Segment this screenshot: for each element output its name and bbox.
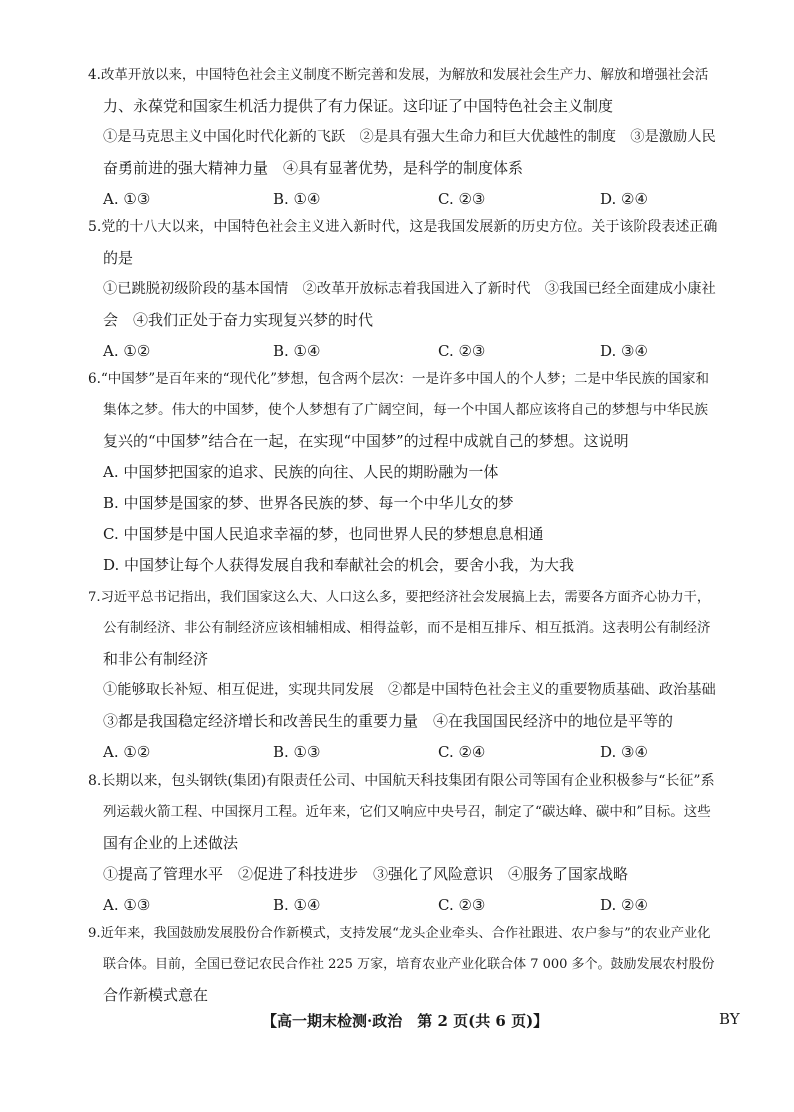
- option-a: A. ①②: [103, 743, 151, 761]
- question-5: [88, 212, 718, 367]
- question-stem-line: 4.改革开放以来，中国特色社会主义制度不断完善和发展，为解放和发展社会生产力、解放和增强社会活: [88, 67, 709, 83]
- option-d: D. ②④: [600, 896, 648, 914]
- statement-line: ③都是我国稳定经济增长和改善民生的重要力量 ④在我国国民经济中的地位是平等的: [103, 712, 674, 730]
- option-d: D. ②④: [600, 190, 648, 208]
- question-stem-line: 合作新模式意在: [103, 986, 209, 1004]
- question-4: [88, 60, 718, 215]
- question-stem-line: 8.长期以来，包头钢铁(集团)有限责任公司、中国航天科技集团有限公司等国有企业积极参与“长征”系: [88, 773, 715, 789]
- option-a: A. ①②: [103, 342, 151, 360]
- statement-line: ①是马克思主义中国化时代化新的飞跃 ②是具有强大生命力和巨大优越性的制度 ③是激励人民: [103, 129, 716, 145]
- statement-line: ①提高了管理水平 ②促进了科技进步 ③强化了风险意识 ④服务了国家战略: [103, 865, 629, 883]
- footer-code: BY: [719, 1010, 740, 1028]
- option-d: D. ③④: [600, 743, 648, 761]
- question-stem-line: 9.近年来，我国鼓励发展股份合作新模式，支持发展“龙头企业牵头、合作社跟进、农户参与”的农业产业化: [88, 926, 711, 941]
- option-c: C. ②③: [438, 896, 486, 914]
- answer-options: [88, 890, 718, 921]
- option-b: B. ①④: [273, 342, 321, 360]
- option-b: B. ①④: [273, 896, 321, 914]
- question-9: [88, 918, 718, 1011]
- option-a: A. ①③: [103, 190, 151, 208]
- question-stem-line: 7.习近平总书记指出，我们国家这么大、人口这么多，要把经济社会发展搞上去，需要各方面齐心协力干，: [88, 590, 711, 605]
- option-c: C. 中国梦是中国人民追求幸福的梦，也同世界人民的梦想息息相通: [103, 525, 544, 543]
- question-stem-line: 联合体。目前，全国已登记农民合作社 225 万家，培育农业产业化联合体 7 000 多个。鼓励发展农村股份: [103, 957, 715, 972]
- answer-options: [88, 184, 718, 215]
- question-stem-line: 5.党的十八大以来，中国特色社会主义进入新时代，这是我国发展新的历史方位。关于该阶段表述正确: [88, 219, 718, 235]
- footer-page-info: 【高一期末检测·政治 第 2 页(共 6 页)】: [262, 1012, 549, 1030]
- option-b: B. 中国梦是国家的梦、世界各民族的梦、每一个中华儿女的梦: [103, 494, 514, 512]
- statement-line: ①已跳脱初级阶段的基本国情 ②改革开放标志着我国进入了新时代 ③我国已经全面建成小康社: [103, 281, 716, 297]
- answer-options: [88, 737, 718, 768]
- option-d: D. 中国梦让每个人获得发展自我和奉献社会的机会，要舍小我，为大我: [103, 556, 575, 574]
- option-b: B. ①④: [273, 190, 321, 208]
- option-a: A. ①③: [103, 896, 151, 914]
- question-8: [88, 766, 718, 921]
- option-d: D. ③④: [600, 342, 648, 360]
- question-stem-line: 6.“中国梦”是百年来的“现代化”梦想，包含两个层次：一是许多中国人的个人梦；二是中华民族的国家和: [88, 371, 709, 387]
- statement-line: 会 ④我们正处于奋力实现复兴梦的时代: [103, 311, 374, 329]
- option-a: A. 中国梦把国家的追求、民族的向往、人民的期盼融为一体: [103, 463, 499, 481]
- answer-options: [88, 336, 718, 367]
- option-c: C. ②④: [438, 743, 486, 761]
- question-stem-line: 和非公有制经济: [103, 650, 209, 668]
- question-6: [88, 364, 718, 581]
- question-stem-line: 国有企业的上述做法: [103, 834, 239, 852]
- option-c: C. ②③: [438, 190, 486, 208]
- question-stem-line: 力、永葆党和国家生机活力提供了有力保证。这印证了中国特色社会主义制度: [103, 97, 614, 115]
- statement-line: 奋勇前进的强大精神力量 ④具有显著优势，是科学的制度体系: [103, 159, 524, 177]
- question-stem-line: 列运载火箭工程、中国探月工程。近年来，它们又响应中央号召，制定了“碳达峰、碳中和”目标。这些: [103, 804, 711, 820]
- question-stem-line: 集体之梦。伟大的中国梦，使个人梦想有了广阔空间，每一个中国人都应该将自己的梦想与中华民族: [103, 402, 709, 418]
- option-b: B. ①③: [273, 743, 321, 761]
- question-stem-line: 的是: [103, 249, 134, 267]
- question-7: [88, 582, 718, 768]
- statement-line: ①能够取长补短、相互促进，实现共同发展 ②都是中国特色社会主义的重要物质基础、政治基础: [103, 682, 716, 698]
- option-c: C. ②③: [438, 342, 486, 360]
- question-stem-line: 复兴的“中国梦”结合在一起，在实现“中国梦”的过程中成就自己的梦想。这说明: [103, 432, 629, 450]
- question-stem-line: 公有制经济、非公有制经济应该相辅相成、相得益彰，而不是相互排斥、相互抵消。这表明公有制经济: [103, 620, 711, 636]
